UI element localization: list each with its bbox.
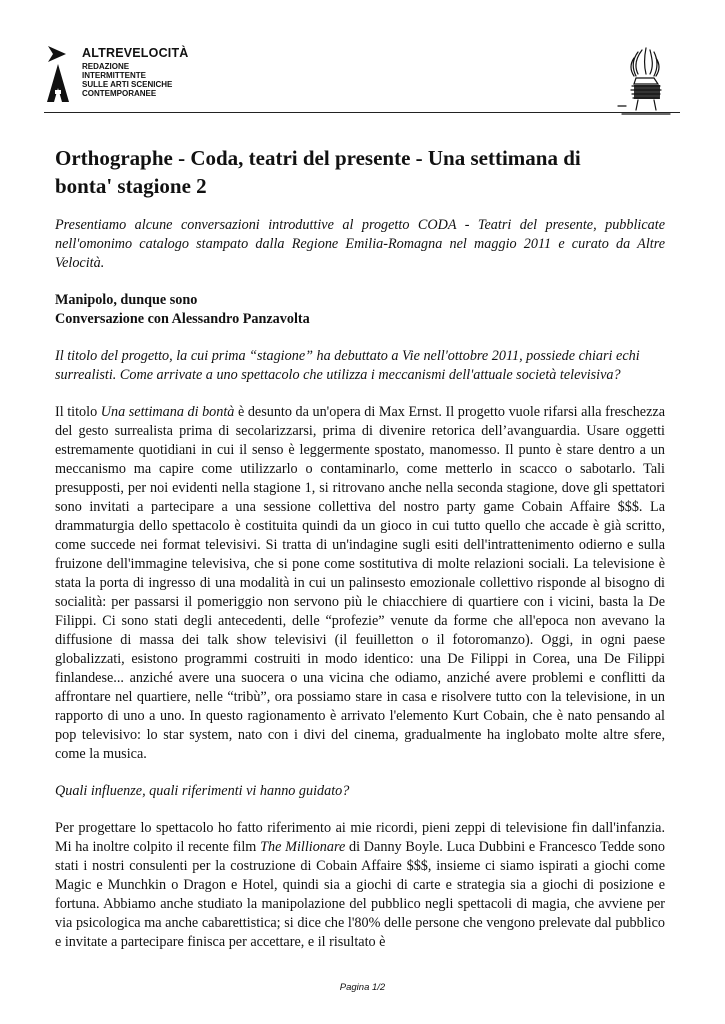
logo-title: ALTREVELOCITÀ <box>82 46 189 60</box>
logo-mark-icon <box>44 44 72 104</box>
reader-illustration-icon <box>616 44 676 120</box>
answer-text: di Danny Boyle. Luca Dubbini e Francesco Tedde sono stati i nostri consulenti per la costruzione di Cobain Affaire $$$, insieme ci siamo ispirati a giochi come Magic e Munchkin o Dragon e Hotel, quindi sia a giochi di carte e strategia sia a giochi di posizione e fortuna. Abbiamo anche studiato la manipolazione del pubblico negli spettacoli di magia, che avviene per via psicologica ma anche cabarettistica; si dice che l'80% delle persone che vengono prelevate dal pubblico e invitate a partecipare finisca per accettare, e il risultato è <box>55 839 665 950</box>
logo-subtitle-line: CONTEMPORANEE <box>82 89 157 98</box>
logo-subtitle-line: REDAZIONE <box>82 62 130 71</box>
interview-question: Quali influenze, quali riferimenti vi hanno guidato? <box>55 783 350 799</box>
logo-subtitle <box>82 62 189 98</box>
page-number: Pagina 1/2 <box>339 982 386 993</box>
interview-answer <box>55 819 665 952</box>
logo-subtitle-line: SULLE ARTI SCENICHE <box>82 80 173 89</box>
answer-text: Per progettare lo spettacolo ho fatto riferimento ai mie ricordi, pieni zeppi di televisione fin dall'infanzia. Mi ha inoltre colpito il recente film <box>55 820 665 855</box>
header-rule <box>44 112 680 113</box>
answer-text: è desunto da un'opera di Max Ernst. Il progetto vuole rifarsi alla freschezza del gesto surrealista prima di secolarizzarsi, prima di divenire retorica dell’avanguardia. Usare oggetti estremamente quotidiani in cui il senso è leggermente spostato, manomesso. Il punto è stare dentro a un meccanismo ma capire come utilizzarlo o contaminarlo, come metterlo in scacco o sabotarlo. Tali presupposti, per noi evidenti nella stagione 1, si ritrovano anche nella seconda stagione, dove gli spettatori sono invitati a partecipare a una sessione collettiva del nostro party game Cobain Affaire $$$. La drammaturgia dello spettacolo è costituita quindi da un gioco in cui tutto quello che accade è già scritto, come succede nei format televisivi. Si tratta di un'indagine sugli esiti dell'intrattenimento odierno e sulla fruizone dell'immagine televisiva, che si pone come sostitutiva di molte relazioni sociali. La televisione è stata la porta di ingresso di una modalità in cui un palinsesto emozionale collettivo risponde al bisogno di socialità: per passarsi il pomeriggio non servono più le chiacchiere di quartiere con i vicini, basta la De Filippi. Ci sono stati degli antecedenti, delle “profezie” venute da forme che all'epoca non avevano la diffusione di massa dei talk show televisivi (il feuilletton o il fotoromanzo). Oggi, in ogni paese globalizzati, esistono programmi costruiti in modo identico: una De Filippi in Corea, una De Filippi finlandese... anziché avere una suocera o una vicina che odiamo, anziché avere problemi e conflitti da affrontare nel quartiere, nelle “tribù”, ora possiamo stare in casa e risolvere tutto con la televisione, in un rapporto di uno a uno. In questo ragionamento è arrivato l'elemento Kurt Cobain, che è nato pensando al pop televisivo: lo star system, nato con i divi del cinema, gradualmente ha inglobato molte altre sfere, come la musica. <box>55 404 665 762</box>
logo-subtitle-line: INTERMITTENTE <box>82 71 146 80</box>
interview-answer <box>55 403 665 764</box>
interview-question: Il titolo del progetto, la cui prima “stagione” ha debuttato a Vie nell'ottobre 2011, possiede chiari echi surrealisti. Come arrivate a uno spettacolo che utilizza i meccanismi dell'attuale società televisiva? <box>55 348 640 383</box>
altrevelocita-logo <box>44 44 224 106</box>
page-title: Orthographe - Coda, teatri del presente - Una settimana di bonta' stagione 2 <box>55 146 581 198</box>
work-title: Una settimana di bontà <box>100 404 235 420</box>
intro-paragraph: Presentiamo alcune conversazioni introduttive al progetto CODA - Teatri del presente, pubblicate nell'omonimo catalogo stampato dalla Regione Emilia-Romagna nel maggio 2011 e curato da Altre Velocità. <box>55 217 665 271</box>
article-body <box>55 216 665 970</box>
work-title: The Millionare <box>260 839 346 855</box>
heading-line: Manipolo, dunque sono <box>55 292 198 308</box>
section-heading <box>55 291 665 329</box>
logo-text <box>82 46 189 98</box>
answer-text: Il titolo <box>55 404 101 420</box>
heading-line: Conversazione con Alessandro Panzavolta <box>55 311 310 327</box>
